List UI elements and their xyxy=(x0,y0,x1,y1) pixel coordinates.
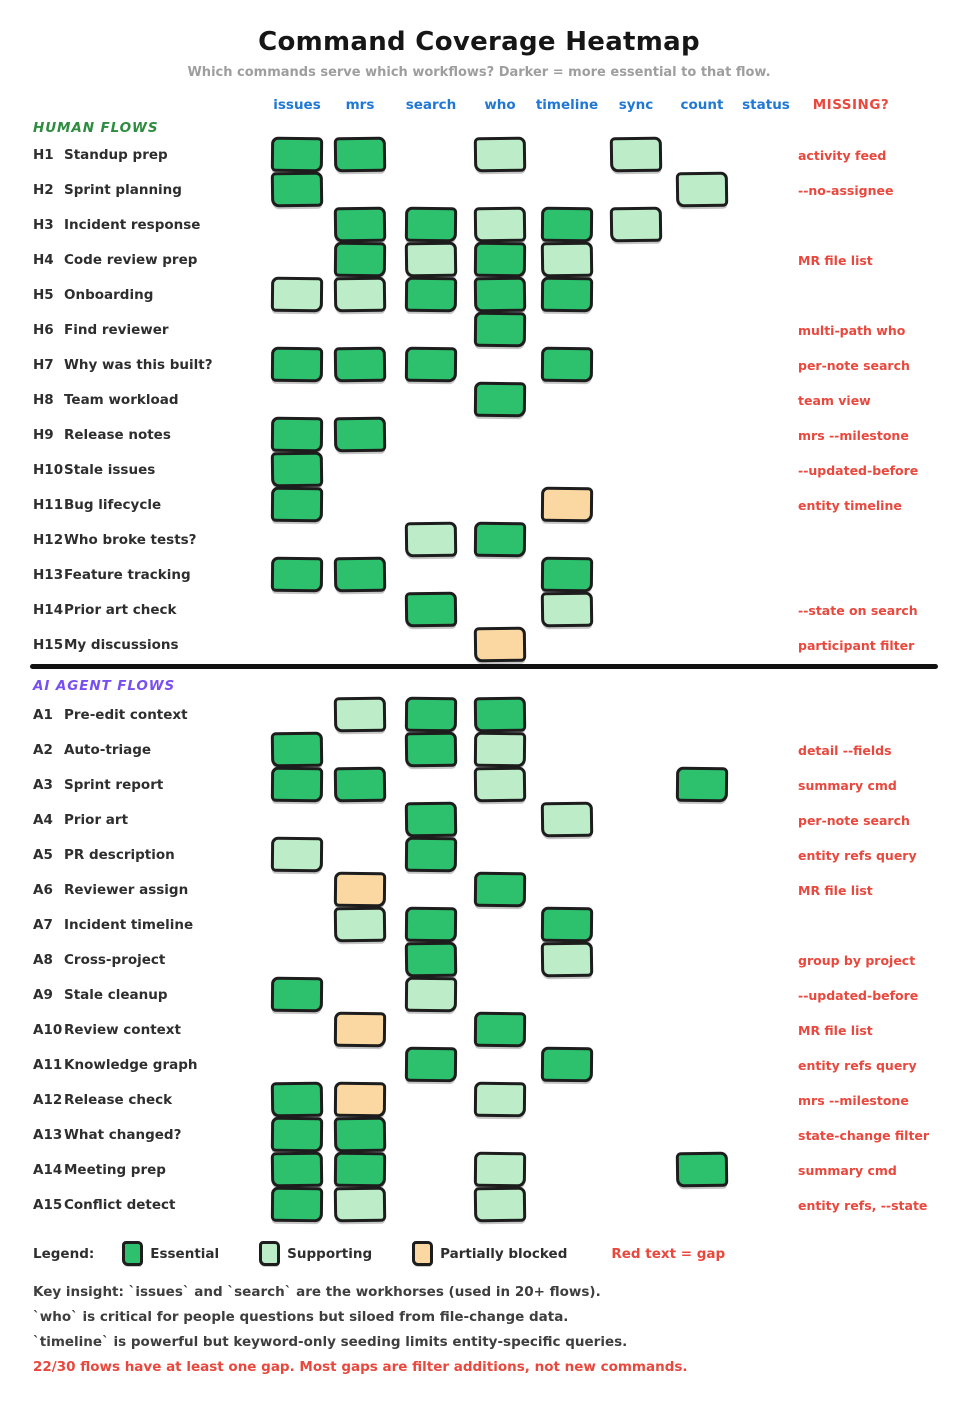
flow-name: Bug lifecycle xyxy=(64,497,162,513)
column-header-timeline: timeline xyxy=(535,97,599,113)
section-divider xyxy=(30,664,938,669)
flow-row-h9 xyxy=(0,418,958,453)
flow-row-a7 xyxy=(0,908,958,943)
flow-name: Sprint report xyxy=(64,777,164,793)
cell-h3-sync xyxy=(610,207,662,243)
cell-h13-mrs xyxy=(334,557,386,593)
flow-id: H15 xyxy=(33,637,64,653)
flow-row-h12 xyxy=(0,523,958,558)
cell-a1-search xyxy=(405,697,457,733)
flow-name: Conflict detect xyxy=(64,1197,176,1213)
missing-note: group by project xyxy=(798,953,916,968)
cell-h3-who xyxy=(474,207,526,243)
column-header-missing: MISSING? xyxy=(812,97,890,113)
cell-a12-issues xyxy=(271,1082,323,1118)
cell-h1-who xyxy=(474,137,526,173)
flow-id: H13 xyxy=(33,567,64,583)
cell-a12-who xyxy=(474,1082,526,1118)
flow-name: My discussions xyxy=(64,637,179,653)
cell-h9-issues xyxy=(271,417,323,453)
missing-note: MR file list xyxy=(798,883,873,898)
cell-h7-mrs xyxy=(334,347,386,383)
flow-row-h15 xyxy=(0,628,958,663)
flow-name: Stale issues xyxy=(64,462,156,478)
cell-h2-count xyxy=(676,172,728,208)
cell-a5-issues xyxy=(271,837,323,873)
cell-h5-who xyxy=(474,277,526,313)
note-line-3: `timeline` is powerful but keyword-only seeding limits entity-specific queries. xyxy=(33,1334,628,1350)
missing-note: mrs --milestone xyxy=(798,1093,909,1108)
legend-label: Legend: xyxy=(33,1245,95,1262)
flow-name: What changed? xyxy=(64,1127,182,1143)
missing-note: multi-path who xyxy=(798,323,906,338)
flow-name: Find reviewer xyxy=(64,322,169,338)
flow-id: H12 xyxy=(33,532,64,548)
column-header-search: search xyxy=(405,97,457,113)
cell-h12-search xyxy=(405,522,457,558)
flow-row-h14 xyxy=(0,593,958,628)
cell-a2-issues xyxy=(271,732,323,768)
legend-item-supporting xyxy=(259,1241,372,1266)
cell-h15-who xyxy=(474,627,526,663)
flow-name: PR description xyxy=(64,847,175,863)
cell-a3-count xyxy=(676,767,728,803)
flow-row-h2 xyxy=(0,173,958,208)
missing-note: activity feed xyxy=(798,148,887,163)
flow-name: Release check xyxy=(64,1092,173,1108)
flow-id: A1 xyxy=(33,707,53,723)
flow-id: A6 xyxy=(33,882,53,898)
cell-h5-search xyxy=(405,277,457,313)
cell-a14-count xyxy=(676,1152,728,1188)
legend-items xyxy=(122,1241,607,1266)
flow-name: Incident timeline xyxy=(64,917,194,933)
flow-id: A13 xyxy=(33,1127,63,1143)
flow-row-h3 xyxy=(0,208,958,243)
cell-a8-search xyxy=(405,942,457,978)
cell-a7-mrs xyxy=(334,907,386,943)
cell-a1-who xyxy=(474,697,526,733)
missing-note: detail --fields xyxy=(798,743,892,758)
cell-a2-who xyxy=(474,732,526,768)
cell-a10-mrs xyxy=(334,1012,386,1048)
missing-note: entity refs query xyxy=(798,848,917,863)
flow-name: Prior art check xyxy=(64,602,177,618)
flow-id: H8 xyxy=(33,392,54,408)
cell-a3-who xyxy=(474,767,526,803)
column-headers xyxy=(0,97,958,117)
missing-note: participant filter xyxy=(798,638,915,653)
page-subtitle: Which commands serve which workflows? Darker = more essential to that flow. xyxy=(187,65,771,80)
cell-h11-timeline xyxy=(541,487,593,523)
cell-a2-search xyxy=(405,732,457,768)
cell-h5-timeline xyxy=(541,277,593,313)
page-title: Command Coverage Heatmap xyxy=(258,27,700,57)
flow-row-a4 xyxy=(0,803,958,838)
flow-row-h1 xyxy=(0,138,958,173)
flow-row-a11 xyxy=(0,1048,958,1083)
flow-name: Feature tracking xyxy=(64,567,191,583)
flow-id: H11 xyxy=(33,497,64,513)
cell-h7-search xyxy=(405,347,457,383)
flow-row-a6 xyxy=(0,873,958,908)
missing-note: mrs --milestone xyxy=(798,428,909,443)
flow-id: A14 xyxy=(33,1162,63,1178)
key-insight-notes xyxy=(33,1280,688,1380)
flow-row-h8 xyxy=(0,383,958,418)
flow-row-a14 xyxy=(0,1153,958,1188)
missing-note: entity refs, --state xyxy=(798,1198,928,1213)
cell-h8-who xyxy=(474,382,526,418)
missing-note: --state on search xyxy=(798,603,918,618)
column-header-who: who xyxy=(484,97,516,113)
flow-row-h5 xyxy=(0,278,958,313)
flow-row-a3 xyxy=(0,768,958,803)
flow-row-h10 xyxy=(0,453,958,488)
cell-h4-search xyxy=(405,242,457,278)
missing-note: summary cmd xyxy=(798,778,897,793)
cell-a13-mrs xyxy=(334,1117,386,1153)
flow-name: Knowledge graph xyxy=(64,1057,198,1073)
flow-id: H9 xyxy=(33,427,54,443)
legend-item-label: Essential xyxy=(150,1245,220,1262)
cell-a7-search xyxy=(405,907,457,943)
flow-id: H4 xyxy=(33,252,54,268)
cell-a15-who xyxy=(474,1187,526,1223)
cell-a13-issues xyxy=(271,1117,323,1153)
flow-row-a5 xyxy=(0,838,958,873)
flow-id: A9 xyxy=(33,987,53,1003)
cell-h11-issues xyxy=(271,487,323,523)
legend xyxy=(33,1241,725,1266)
cell-h3-search xyxy=(405,207,457,243)
legend-gap-note: Red text = gap xyxy=(611,1245,726,1262)
cell-h5-issues xyxy=(271,277,323,313)
flow-id: A11 xyxy=(33,1057,63,1073)
missing-note: entity refs query xyxy=(798,1058,917,1073)
cell-a11-timeline xyxy=(541,1047,593,1083)
cell-a10-who xyxy=(474,1012,526,1048)
cell-a9-search xyxy=(405,977,457,1013)
flow-name: Cross-project xyxy=(64,952,166,968)
flow-id: A5 xyxy=(33,847,53,863)
cell-h4-timeline xyxy=(541,242,593,278)
flow-row-a9 xyxy=(0,978,958,1013)
legend-item-label: Partially blocked xyxy=(440,1245,568,1262)
cell-h1-issues xyxy=(271,137,323,173)
flow-id: H3 xyxy=(33,217,54,233)
missing-note: --updated-before xyxy=(798,988,919,1003)
legend-swatch-partial xyxy=(412,1241,433,1266)
cell-h7-timeline xyxy=(541,347,593,383)
cell-a6-who xyxy=(474,872,526,908)
flow-name: Onboarding xyxy=(64,287,154,303)
flow-name: Review context xyxy=(64,1022,181,1038)
flow-row-h11 xyxy=(0,488,958,523)
flow-name: Stale cleanup xyxy=(64,987,168,1003)
cell-a12-mrs xyxy=(334,1082,386,1118)
flow-row-h4 xyxy=(0,243,958,278)
flow-id: A3 xyxy=(33,777,53,793)
flow-name: Why was this built? xyxy=(64,357,213,373)
note-line-4: 22/30 flows have at least one gap. Most gaps are filter additions, not new commands. xyxy=(33,1359,688,1375)
cell-a11-search xyxy=(405,1047,457,1083)
flow-name: Who broke tests? xyxy=(64,532,197,548)
flow-row-a8 xyxy=(0,943,958,978)
cell-h10-issues xyxy=(271,452,323,488)
cell-h14-timeline xyxy=(541,592,593,628)
cell-a9-issues xyxy=(271,977,323,1013)
cell-a1-mrs xyxy=(334,697,386,733)
cell-h12-who xyxy=(474,522,526,558)
flow-id: H6 xyxy=(33,322,54,338)
flow-name: Release notes xyxy=(64,427,171,443)
flow-name: Team workload xyxy=(64,392,179,408)
flow-id: A10 xyxy=(33,1022,63,1038)
cell-a14-issues xyxy=(271,1152,323,1188)
missing-note: MR file list xyxy=(798,253,873,268)
flow-name: Standup prep xyxy=(64,147,168,163)
cell-a3-mrs xyxy=(334,767,386,803)
column-header-issues: issues xyxy=(273,97,321,113)
flow-id: H7 xyxy=(33,357,54,373)
missing-note: per-note search xyxy=(798,358,910,373)
flow-id: A2 xyxy=(33,742,53,758)
legend-item-label: Supporting xyxy=(287,1245,373,1262)
missing-note: per-note search xyxy=(798,813,910,828)
flow-row-a13 xyxy=(0,1118,958,1153)
legend-item-partial xyxy=(412,1241,567,1266)
flow-row-a1 xyxy=(0,698,958,733)
missing-note: entity timeline xyxy=(798,498,902,513)
cell-h2-issues xyxy=(271,172,323,208)
cell-a6-mrs xyxy=(334,872,386,908)
section-label-ai: AI AGENT FLOWS xyxy=(33,678,176,694)
cell-h7-issues xyxy=(271,347,323,383)
cell-a8-timeline xyxy=(541,942,593,978)
flow-row-a12 xyxy=(0,1083,958,1118)
cell-a4-timeline xyxy=(541,802,593,838)
cell-h13-timeline xyxy=(541,557,593,593)
cell-h5-mrs xyxy=(334,277,386,313)
section-label-human: HUMAN FLOWS xyxy=(33,120,159,136)
column-header-sync: sync xyxy=(618,97,654,113)
flow-row-a15 xyxy=(0,1188,958,1223)
flow-name: Prior art xyxy=(64,812,129,828)
cell-h6-who xyxy=(474,312,526,348)
cell-a4-search xyxy=(405,802,457,838)
flow-name: Incident response xyxy=(64,217,201,233)
missing-note: --updated-before xyxy=(798,463,919,478)
cell-h13-issues xyxy=(271,557,323,593)
cell-a5-search xyxy=(405,837,457,873)
cell-h1-sync xyxy=(610,137,662,173)
flow-name: Auto-triage xyxy=(64,742,152,758)
cell-a15-issues xyxy=(271,1187,323,1223)
missing-note: team view xyxy=(798,393,871,408)
column-header-status: status xyxy=(742,97,790,113)
cell-h3-timeline xyxy=(541,207,593,243)
cell-a14-mrs xyxy=(334,1152,386,1188)
flow-id: H5 xyxy=(33,287,54,303)
flow-id: H2 xyxy=(33,182,54,198)
note-line-2: `who` is critical for people questions but siloed from file-change data. xyxy=(33,1309,569,1325)
flow-row-h13 xyxy=(0,558,958,593)
note-line-1: Key insight: `issues` and `search` are the workhorses (used in 20+ flows). xyxy=(33,1284,601,1300)
flow-id: A7 xyxy=(33,917,53,933)
flow-id: A15 xyxy=(33,1197,63,1213)
flow-row-h7 xyxy=(0,348,958,383)
flow-id: H1 xyxy=(33,147,54,163)
legend-item-essential xyxy=(122,1241,219,1266)
flow-name: Pre-edit context xyxy=(64,707,188,723)
missing-note: state-change filter xyxy=(798,1128,930,1143)
cell-a7-timeline xyxy=(541,907,593,943)
column-header-count: count xyxy=(680,97,724,113)
flow-id: A4 xyxy=(33,812,53,828)
cell-h14-search xyxy=(405,592,457,628)
flow-id: H10 xyxy=(33,462,64,478)
legend-swatch-essential xyxy=(122,1241,143,1266)
missing-note: summary cmd xyxy=(798,1163,897,1178)
cell-h9-mrs xyxy=(334,417,386,453)
flow-row-a10 xyxy=(0,1013,958,1048)
missing-note: MR file list xyxy=(798,1023,873,1038)
cell-a14-who xyxy=(474,1152,526,1188)
flow-name: Code review prep xyxy=(64,252,198,268)
cell-a15-mrs xyxy=(334,1187,386,1223)
flow-name: Sprint planning xyxy=(64,182,182,198)
cell-a3-issues xyxy=(271,767,323,803)
cell-h4-mrs xyxy=(334,242,386,278)
flow-row-h6 xyxy=(0,313,958,348)
flow-id: A12 xyxy=(33,1092,63,1108)
cell-h3-mrs xyxy=(334,207,386,243)
flow-row-a2 xyxy=(0,733,958,768)
legend-swatch-supporting xyxy=(259,1241,280,1266)
cell-h4-who xyxy=(474,242,526,278)
column-header-mrs: mrs xyxy=(345,97,375,113)
flow-id: H14 xyxy=(33,602,64,618)
flow-name: Reviewer assign xyxy=(64,882,189,898)
cell-h1-mrs xyxy=(334,137,386,173)
flow-name: Meeting prep xyxy=(64,1162,166,1178)
missing-note: --no-assignee xyxy=(798,183,894,198)
flow-id: A8 xyxy=(33,952,53,968)
